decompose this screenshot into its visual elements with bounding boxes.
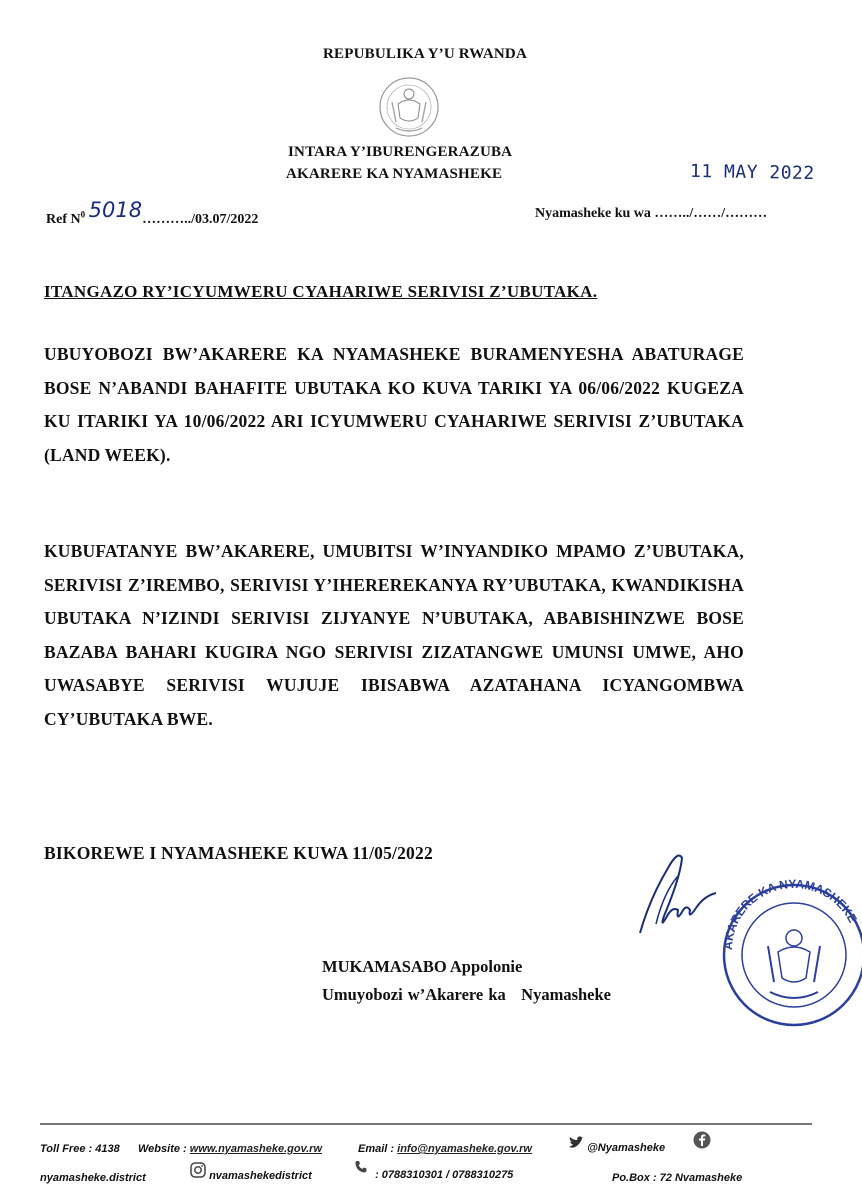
ref-suffix: ………../03.07/2022 (142, 212, 259, 227)
po-box: Po.Box : 72 Nvamasheke (612, 1172, 743, 1184)
twitter-row (568, 1136, 666, 1155)
republic-heading: REPUBULIKA Y’U RWANDA (323, 46, 527, 62)
place-date-line: Nyamasheke ku wa ……../……/……… (535, 206, 768, 221)
body-paragraph-2: KUBUFATANYE BW’AKARERE, UMUBITSI W’INYANDIKO MPAMO Z’UBUTAKA, SERIVISI Z’IREMBO, SERIVISI Y’IHEREREKANYA RY’UBUTAKA, KWANDIKISHA UBUTAKA N’IZINDI SERIVISI ZIJYANYE N’UBUTAKA, ABABISHINZWE BOSE BAZABA BAHARI KUGIRA NGO SERIVISI ZIZATANGWE UMUNSI UMWE, AHO UWASABYE SERIVISI WUJUJE IBISABWA AZATAHANA ICYANGOMBWA CY’UBUTAKA BWE. (44, 541, 744, 729)
email-link[interactable]: info@nyamasheke.gov.rw (397, 1143, 532, 1155)
ref-prefix: Ref N (46, 212, 81, 227)
phone-numbers: : 0788310301 / 0788310275 (375, 1168, 514, 1181)
email-label: Email : (358, 1143, 395, 1155)
toll-free: Toll Free : 4138 (40, 1143, 120, 1155)
ref-number: 5018 (88, 198, 143, 222)
ref-superscript: 0 (80, 209, 86, 220)
twitter-handle[interactable]: @Nyamasheke (587, 1142, 666, 1155)
seal-text: AKARERE KA NYAMASHEKE (720, 876, 860, 951)
twitter-icon (568, 1136, 584, 1149)
district-seal (712, 860, 862, 1030)
announcement-title: ITANGAZO RY’ICYUMWERU CYAHARIWE SERIVISI Z’UBUTAKA. (44, 282, 598, 301)
website-label: Website : (138, 1143, 187, 1155)
province-heading: INTARA Y’IBURENGERAZUBA (288, 144, 513, 160)
signatory-name: MUKAMASABO Appolonie (322, 957, 523, 976)
instagram-icon (190, 1162, 206, 1178)
instagram-handle[interactable]: nvamashekedistrict (209, 1169, 312, 1182)
rwanda-emblem-icon (378, 74, 440, 140)
closing-line: BIKOREWE I NYAMASHEKE KUWA 11/05/2022 (44, 843, 433, 863)
date-stamp: 11 MAY 2022 (689, 160, 815, 185)
email-row (358, 1143, 532, 1155)
facebook-account[interactable]: nyamasheke.district (40, 1172, 146, 1184)
instagram-row (190, 1162, 312, 1182)
website-link[interactable]: www.nyamasheke.gov.rw (189, 1143, 323, 1155)
body-paragraph-1: UBUYOBOZI BW’AKARERE KA NYAMASHEKE BURAMENYESHA ABATURAGE BOSE N’ABANDI BAHAFITE UBUTAKA KO KUVA TARIKI YA 06/06/2022 KUGEZA KU ITARIKI YA 10/06/2022 ARI ICYUMWERU CYAHARIWE SERIVISI Z’UBUTAKA (LAND WEEK). (44, 344, 744, 465)
district-heading: AKARERE KA NYAMASHEKE (286, 166, 503, 182)
facebook-icon[interactable] (693, 1131, 711, 1149)
signatory-title: Umuyobozi w’Akarere ka Nyamasheke (322, 985, 612, 1004)
phone-icon (354, 1160, 368, 1174)
reference-line (46, 198, 259, 228)
phone-row (354, 1160, 514, 1181)
website-row (138, 1143, 322, 1155)
footer-divider (40, 1123, 812, 1125)
